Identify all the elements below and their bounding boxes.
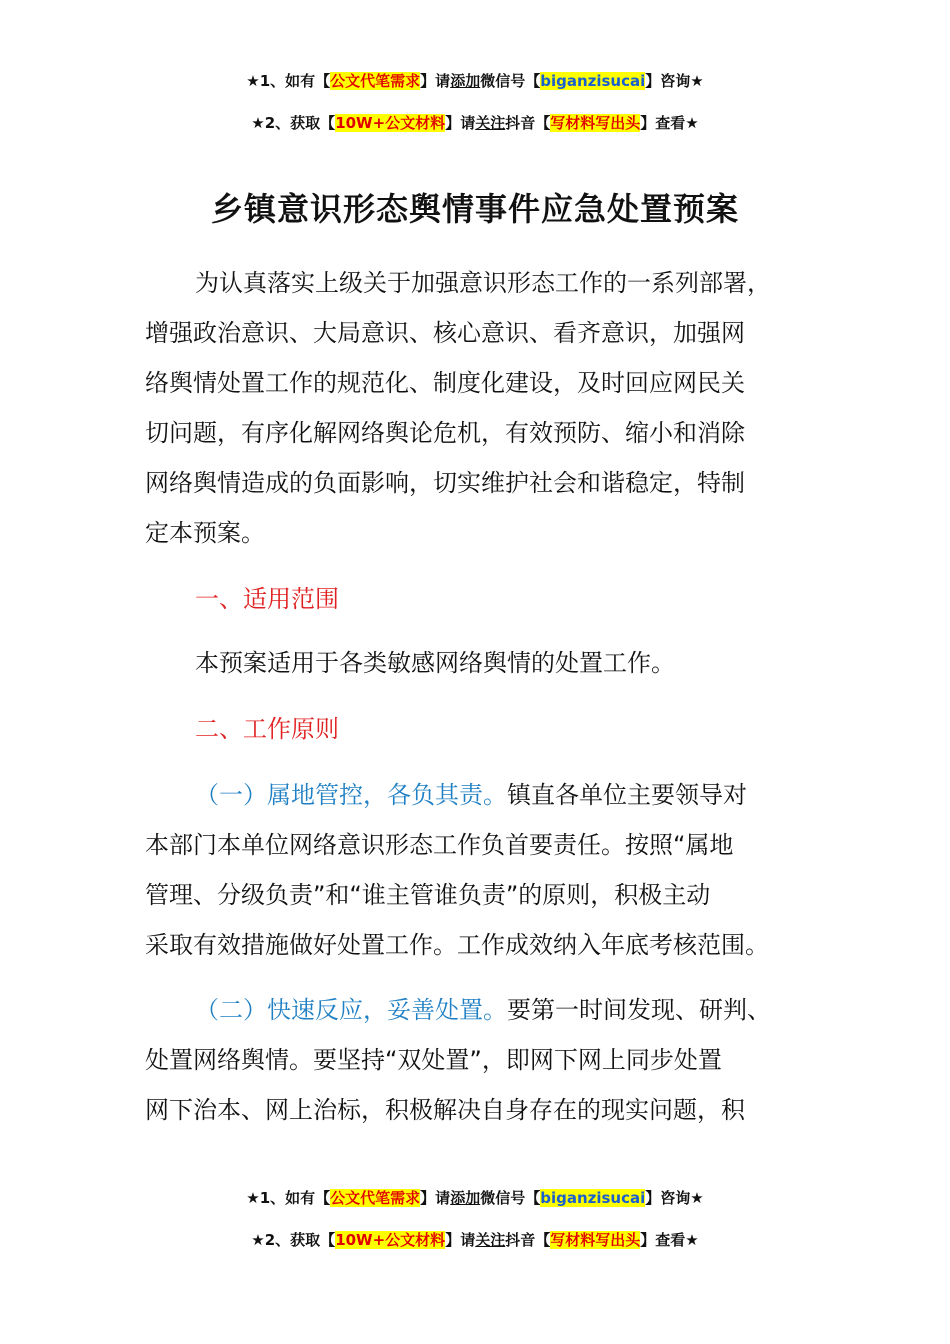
principle-1-line: 本部门本单位网络意识形态工作负首要责任。按照“属地 <box>145 831 734 859</box>
principle-2-first-line <box>145 985 825 1035</box>
banner-mid2: 微信号【 <box>480 72 541 90</box>
section-1-paragraph <box>145 638 825 688</box>
banner-suffix: 】咨询★ <box>645 72 704 90</box>
banner-prefix: ★2、获取【 <box>251 1231 336 1249</box>
banner-mid2: 抖音【 <box>505 1231 551 1249</box>
intro-line: 切问题，有序化解网络舆论危机，有效预防、缩小和消除 <box>145 419 745 447</box>
banner-suffix: 】查看★ <box>640 114 699 132</box>
intro-line: 为认真落实上级关于加强意识形态工作的一系列部署， <box>195 269 771 297</box>
principle-2-first-rest: 要第一时间发现、研判、 <box>507 996 771 1024</box>
banner-emphasis: 添加 <box>450 1189 481 1207</box>
section-1-text: 本预案适用于各类敏感网络舆情的处置工作。 <box>195 649 675 677</box>
banner-douyin-id: 写材料写出头 <box>550 1231 641 1249</box>
principle-1-first-rest: 镇直各单位主要领导对 <box>507 781 747 809</box>
banner-prefix: ★1、如有【 <box>246 72 331 90</box>
banner-emphasis: 添加 <box>450 72 481 90</box>
principle-1-first-line <box>145 770 825 820</box>
top-banner-consulting <box>0 70 950 91</box>
principle-1-line: 管理、分级负责”和“谁主管谁负责”的原则，积极主动 <box>145 881 711 909</box>
banner-suffix: 】咨询★ <box>645 1189 704 1207</box>
intro-line: 增强政治意识、大局意识、核心意识、看齐意识，加强网 <box>145 319 745 347</box>
banner-prefix: ★1、如有【 <box>246 1189 331 1207</box>
section-1-heading <box>145 574 825 624</box>
intro-line: 网络舆情造成的负面影响，切实维护社会和谐稳定，特制 <box>145 469 745 497</box>
principle-2-lead: （二）快速反应，妥善处置。 <box>195 996 507 1024</box>
banner-mid2: 微信号【 <box>480 1189 541 1207</box>
top-banner-materials <box>0 112 950 133</box>
section-heading-text: 一、适用范围 <box>195 585 339 613</box>
banner-mid: 】请 <box>420 1189 451 1207</box>
principle-1-line: 采取有效措施做好处置工作。工作成效纳入年底考核范围。 <box>145 931 769 959</box>
section-heading-text: 二、工作原则 <box>195 715 339 743</box>
banner-douyin-id: 写材料写出头 <box>550 114 641 132</box>
principle-1-lead: （一）属地管控，各负其责。 <box>195 781 507 809</box>
banner-mid: 】请 <box>445 1231 476 1249</box>
banner-emphasis: 关注 <box>475 114 506 132</box>
banner-mid: 】请 <box>445 114 476 132</box>
banner-prefix: ★2、获取【 <box>251 114 336 132</box>
principle-2-line: 处置网络舆情。要坚持“双处置”，即网下网上同步处置 <box>145 1046 722 1074</box>
bottom-banner-materials <box>0 1229 950 1250</box>
banner-emphasis: 关注 <box>475 1231 506 1249</box>
bottom-banner-consulting <box>0 1187 950 1208</box>
intro-line: 络舆情处置工作的规范化、制度化建设，及时回应网民关 <box>145 369 745 397</box>
banner-tag-highlight: 公文代笔需求 <box>330 1189 421 1207</box>
principle-2-paragraph <box>145 985 825 1135</box>
section-2-heading <box>145 704 825 754</box>
banner-tag-highlight: 10W+公文材料 <box>335 1231 446 1249</box>
document-title: 乡镇意识形态舆情事件应急处置预案 <box>210 190 739 228</box>
banner-tag-highlight: 公文代笔需求 <box>330 72 421 90</box>
banner-tag-highlight: 10W+公文材料 <box>335 114 446 132</box>
banner-suffix: 】查看★ <box>640 1231 699 1249</box>
intro-paragraph <box>145 258 825 558</box>
banner-wechat-id: biganzisucai <box>540 1189 646 1207</box>
banner-wechat-id: biganzisucai <box>540 72 646 90</box>
banner-mid: 】请 <box>420 72 451 90</box>
principle-1-paragraph <box>145 770 825 970</box>
banner-mid2: 抖音【 <box>505 114 551 132</box>
principle-2-line: 网下治本、网上治标，积极解决自身存在的现实问题，积 <box>145 1096 745 1124</box>
intro-line: 定本预案。 <box>145 519 265 547</box>
